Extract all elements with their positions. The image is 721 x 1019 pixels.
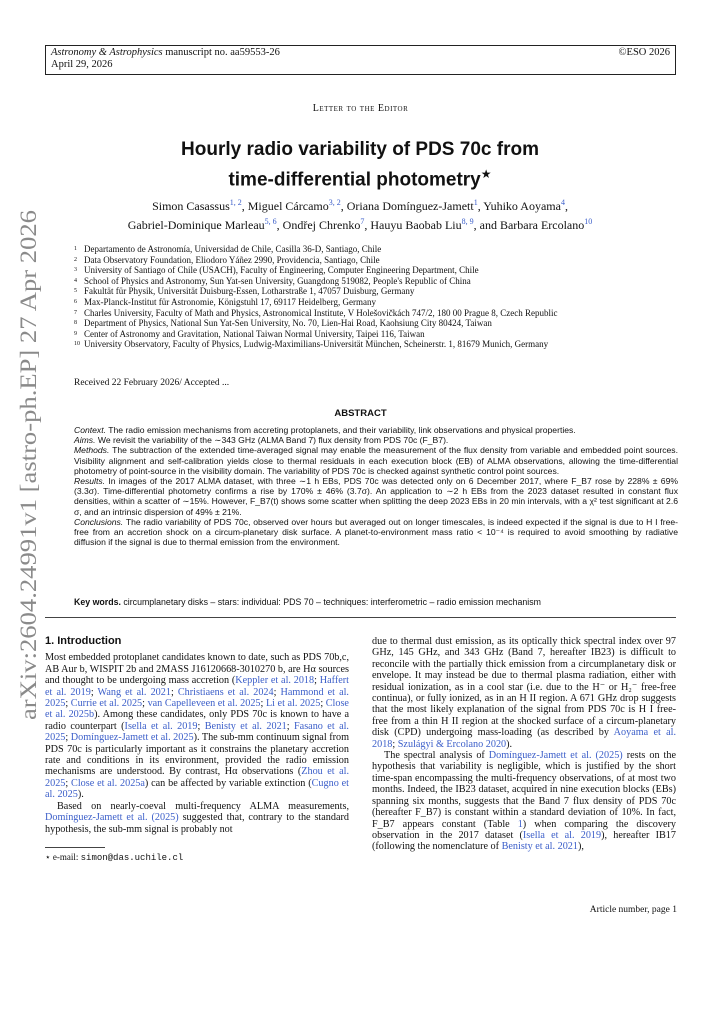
affiliation-item [74, 244, 684, 255]
author-name: Hauyu Baobab Liu [370, 218, 462, 232]
affiliation-number: 3 [74, 267, 77, 274]
affiliation-number: 8 [74, 320, 77, 327]
title-star-icon: ★ [480, 167, 492, 181]
author-name: Ondřej Chrenko [282, 218, 361, 232]
affiliation-list [74, 244, 684, 350]
abstract-rule [45, 617, 676, 618]
keywords-text: circumplanetary disks – stars: individual: PDS 70 – techniques: interferometric – radio emission mechanism [123, 597, 541, 607]
manuscript-header [45, 45, 676, 75]
body-paragraph: The spectral analysis of Domínguez-Jamett et al. (2025) rests on the hypothesis that variability is negligible, which is justified by the short time-span encompassing the multi-frequency observations, of at most two months. Indeed, the IB23 dataset, acquired in nine execution blocks (EBs) spanning six months, suggests that the Band 7 flux density of PDS 70c (hereafter F_B7) is constant within a standard deviation of 10%. In fact, F_B7 appears constant (Table 1) when comparing the discovery observation in the 2017 dataset (Isella et al. 2019), hereafter IB17 (following the nomenclature of Benisty et al. 2021), [372, 750, 676, 853]
citation-link[interactable]: Szulágyi & Ercolano 2020 [397, 738, 507, 750]
page-footer: Article number, page 1 [589, 905, 677, 915]
left-column [45, 636, 349, 835]
footnote-mark: ⋆ [45, 852, 51, 862]
author-name: Yuhiko Aoyama [483, 199, 561, 213]
abstract-paragraph: Methods. The subtraction of the extended time-averaged signal may enable the measurement of the flux density from variable and embedded point sources. Visibility alignment and self-calibration yields close to thermal residuals in each execution block (EB) of ALMA observations, allowing the time-differential photometry of point-source in the visibility domain. The variability of PDS 70c is checked against synthetic control point sources. [74, 445, 678, 476]
citation-link[interactable]: Cugno et al. 2025 [45, 777, 349, 801]
citation-link[interactable]: Domínguez-Jamett et al. 2025 [70, 732, 194, 744]
affiliation-text: Center of Astronomy and Gravitation, National Taiwan Normal University, Taipei 116, Taiwan [84, 328, 425, 339]
citation-link[interactable]: van Capelleveen et al. 2025 [147, 698, 261, 710]
affiliation-text: Department of Physics, National Sun Yat-Sen University, No. 70, Lien-Hai Road, Kaohsiung City 80424, Taiwan [84, 318, 492, 329]
affiliation-number: 6 [74, 298, 77, 305]
email-link[interactable]: simon@das.uchile.cl [80, 853, 184, 863]
affiliation-item [74, 339, 684, 350]
citation-link[interactable]: Isella et al. 2019 [522, 829, 602, 841]
citation-link[interactable]: Zhou et al. 2025 [45, 766, 349, 789]
affiliation-number: 7 [74, 309, 77, 316]
affiliation-number: 4 [74, 277, 77, 284]
affiliation-text: Departamento de Astronomía, Universidad de Chile, Casilla 36-D, Santiago, Chile [84, 244, 382, 254]
author-affiliation-link[interactable]: 7 [360, 217, 365, 226]
header-date: April 29, 2026 [51, 59, 113, 70]
body-paragraph: due to thermal dust emission, as its optically thick spectral index over 97 GHz, 145 GHz, and 343 GHz (Band 7, hereafter IB23) is difficult to reconcile with the partially thick emission from a circumplanetary disk or envelope. It may instead be due to thermal plasma radiation, either with residual ionization, as in a cool star (i.e. due to the H⁻ or H₂⁻ free-free continua), or fully ionized, as in an H II region. A 671 GHz drop suggests that the most likely explanation of the signal from PDS 70c is H I free-free from a thin H II region at the shocked surface of a circum-planetary disk (CPD) undergoing mass-loading (as described by Aoyama et al. 2018; Szulágyi & Ercolano 2020). [372, 636, 677, 750]
affiliation-text: Charles University, Faculty of Math and Physics, Astronomical Institute, V Holešovičkách 747/2, 180 00 Prague 8, Czech Republic [84, 307, 558, 318]
affiliation-text: Fakultät für Physik, Universität Duisburg-Essen, Lotharstraße 1, 47057 Duisburg, Germany [84, 286, 415, 297]
journal-name: Astronomy & Astrophysics [51, 47, 163, 58]
keywords-line [74, 597, 678, 607]
affiliation-number: 10 [74, 341, 80, 348]
abstract-paragraph: Results. In images of the 2017 ALMA dataset, with three ∼1 h EBs, PDS 70c was detected only on 6 December 2017, where F_B7 rose by 228% ± 69% (3.3σ). Time-differential photometry confirms a rise by 170% ± 46% (3.7σ). An application to ∼2 h EBs from the 2023 dataset resulted in constant flux densities, within a scatter of ∼15%. However, F_B7(t) shows some scatter when splitting the deep 2023 EBs in 20 min intervals, with a χ² test significant at 2.6 σ, and an intrinsic dispersion of 49% ± 21%. [74, 476, 679, 517]
citation-link[interactable]: Domínguez-Jamett et al. (2025) [488, 750, 623, 762]
keywords-label: Key words. [74, 597, 121, 607]
footnote-rule [45, 847, 105, 848]
citation-link[interactable]: Li et al. 2025 [265, 698, 321, 710]
author-list: Simon Casassus$^{1, 2}$, Miguel Cárcamo$^{3, 2}$, Oriana Domínguez-Jamett$^1$, Yuhiko Aoyama$^4$, Gabriel-Dominique Marleau$^{5, 6}$, Ondřej Chrenko$^7$, Hauyu Baobab Liu$^{8, 9}$, and Barbara Ercolano$^{10}$ [127, 198, 593, 232]
author-affiliation-link[interactable]: 4 [560, 198, 565, 207]
author-affiliation-link[interactable]: 10 [584, 217, 593, 226]
author-name: Oriana Domínguez-Jamett [346, 199, 474, 213]
citation-link[interactable]: Hammond et al. 2025 [45, 686, 349, 710]
abstract-heading: ABSTRACT [334, 408, 387, 419]
affiliation-item [74, 297, 684, 308]
affiliation-item [74, 286, 684, 297]
affiliation-text: Data Observatory Foundation, Eliodoro Yáñez 2990, Providencia, Santiago, Chile [84, 254, 380, 265]
citation-link[interactable]: Isella et al. 2019 [124, 720, 198, 732]
abstract-label: Results. [74, 476, 106, 487]
abstract-paragraph: Aims. We revisit the variability of the ∼343 GHz (ALMA Band 7) flux density from PDS 70c (F_B7). [74, 435, 449, 446]
abstract-paragraph: Conclusions. The radio variability of PDS 70c, observed over hours but averaged out on longer timescales, is indeed expected if the signal is due to H I free-free from an accretion shock on a circum-planetary disk surface. A planet-to-environment mass ratio < 10⁻⁴ is required to avoid smoothing by radiative diffusion if the signal is due to thermal emission from the environment. [74, 516, 678, 548]
citation-link[interactable]: Benisty et al. 2021 [501, 841, 578, 853]
author-affiliation-link[interactable]: 5, 6 [264, 217, 277, 226]
affiliation-item [74, 276, 684, 287]
received-line: Received 22 February 2026/ Accepted ... [74, 378, 230, 388]
citation-link[interactable]: Wang et al. 2021 [97, 686, 171, 698]
paper-title [80, 138, 640, 192]
citation-link[interactable]: Currie et al. 2025 [70, 698, 143, 710]
letter-label: Letter to the Editor [312, 103, 409, 114]
citation-link[interactable]: Haffert et al. 2019 [45, 675, 349, 698]
header-left [51, 47, 280, 71]
abstract-label: Context. [74, 425, 107, 435]
author-name: Barbara Ercolano [499, 218, 585, 232]
author-affiliation-link[interactable]: 3, 2 [328, 198, 341, 207]
abstract-label: Conclusions. [74, 516, 124, 527]
body-paragraph: Based on nearly-coeval multi-frequency ALMA measurements, Domínguez-Jamett et al. (2025) suggested that, contrary to the standard hypothesis, the sub-mm signal is probably not [45, 800, 349, 835]
arxiv-id[interactable]: arXiv:2604.24991v1 [astro-ph.EP] 27 Apr 2026 [16, 279, 41, 720]
footnote-label: e-mail: [52, 852, 81, 862]
author-affiliation-link[interactable]: 1 [473, 198, 478, 207]
section-heading: 1. Introduction [45, 635, 122, 647]
manuscript-number: manuscript no. aa59553-26 [162, 47, 280, 58]
affiliation-item [74, 329, 684, 340]
affiliation-number: 1 [74, 246, 77, 252]
affiliation-text: School of Physics and Astronomy, Sun Yat-sen University, Guangdong 519082, People's Republic of China [84, 275, 471, 286]
arxiv-stamp[interactable] [6, 205, 46, 725]
citation-link[interactable]: Domínguez-Jamett et al. (2025) [45, 812, 179, 824]
abstract-paragraph: Context. The radio emission mechanisms from accreting protoplanets, and their variability, link observations and physical properties. [74, 425, 576, 435]
title-line-2: time-differential photometry [228, 169, 481, 191]
abstract-label: Methods. [74, 445, 110, 456]
affiliation-text: University Observatory, Faculty of Physics, Ludwig-Maximilians-Universität München, Scheinerstr. 1, 81679 Munich, Germany [84, 339, 549, 350]
citation-link[interactable]: Close et al. 2025b [45, 698, 349, 721]
citation-link[interactable]: 1 [517, 818, 523, 830]
affiliation-number: 9 [74, 330, 77, 337]
affiliation-item [74, 255, 684, 266]
affiliation-item [74, 308, 684, 319]
author-name: Gabriel-Dominique Marleau [127, 218, 265, 232]
author-affiliation-link[interactable]: 8, 9 [461, 217, 474, 226]
citation-link[interactable]: Aoyama et al. 2018 [372, 727, 677, 750]
copyright: ©ESO 2026 [618, 47, 670, 58]
title-line-1: Hourly radio variability of PDS 70c from [181, 139, 539, 160]
citation-link[interactable]: Keppler et al. 2018 [235, 675, 315, 687]
affiliation-text: Max-Planck-Institut für Astronomie, Königstuhl 17, 69117 Heidelberg, Germany [84, 296, 376, 307]
citation-link[interactable]: Close et al. 2025a [71, 777, 145, 789]
abstract-label: Aims. [74, 435, 96, 446]
affiliation-item [74, 265, 684, 276]
abstract-body [74, 425, 678, 547]
author-name: Miguel Cárcamo [247, 199, 329, 213]
citation-link[interactable]: Christiaens et al. 2024 [177, 686, 274, 698]
affiliation-number: 5 [74, 288, 77, 295]
footnote [45, 852, 183, 863]
affiliation-item [74, 318, 684, 329]
citation-link[interactable]: Fasano et al. 2025 [45, 720, 349, 744]
right-column [372, 636, 676, 853]
affiliation-number: 2 [74, 256, 77, 263]
author-name: Simon Casassus [152, 199, 230, 213]
body-paragraph: Most embedded protoplanet candidates known to date, such as PDS 70b,c, AB Aur b, WISPIT 2b and 2MASS J16120668-3010270 b, are Hα sources and thought to be undergoing mass accretion (Keppler et al. 2018; Haffert et al. 2019; Wang et al. 2021; Christiaens et al. 2024; Hammond et al. 2025; Currie et al. 2025; van Capelleveen et al. 2025; Li et al. 2025; Close et al. 2025b). Among these candidates, only PDS 70c is known to have a radio counterpart (Isella et al. 2019; Benisty et al. 2021; Fasano et al. 2025; Domínguez-Jamett et al. 2025). The sub-mm continuum signal from PDS 70c is particularly important as it constrains the planetary accretion rate and conditions in its environment, provided the radio emission mechanisms are understood. By contrast, Hα observations (Zhou et al. 2025; Close et al. 2025a) can be affected by variable extinction (Cugno et al. 2025). [45, 652, 349, 801]
affiliation-text: University of Santiago of Chile (USACH), Faculty of Engineering, Computer Engineering Department, Chile [84, 265, 479, 276]
author-affiliation-link[interactable]: 1, 2 [229, 198, 242, 207]
citation-link[interactable]: Benisty et al. 2021 [204, 720, 287, 732]
